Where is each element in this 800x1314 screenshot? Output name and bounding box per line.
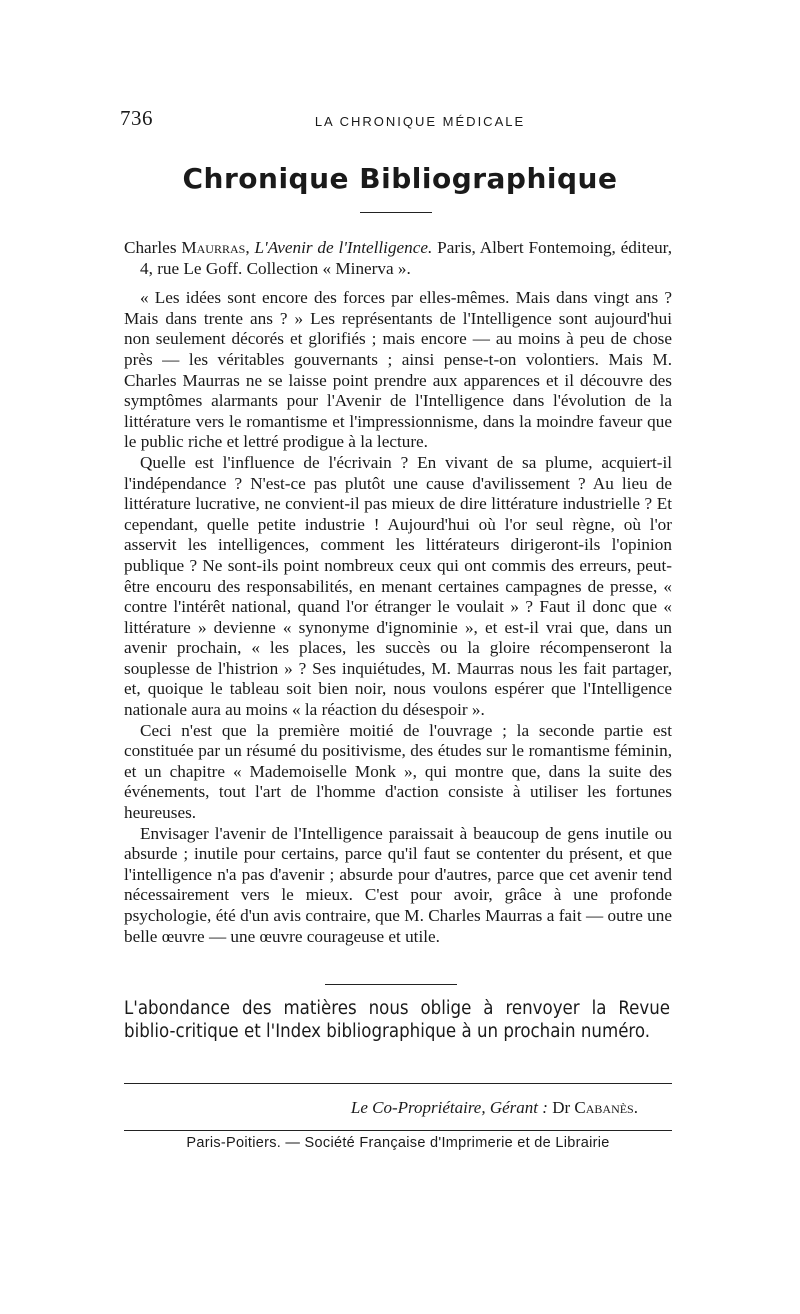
section-divider [325, 984, 457, 985]
review-paragraph: « Les idées sont encore des forces par elles-mêmes. Mais dans vingt ans ? Mais dans trente ans ? » Les représentants de l'Intelligence sont aujourd'hui non seulement décorés et glorifiés ; mais encore — au moins à peu de chose près — les véritables gouvernants ; ainsi pense-t-on volontiers. Mais M. Charles Maurras ne se laisse point prendre aux apparences et il découvre des symptômes alarmants pour l'Avenir de l'Intelligence dans l'évolution de la littérature vers le romantisme et l'impressionnisme, dans la moindre faveur que le public riche et lettré prodigue à la lecture. [124, 288, 672, 452]
journal-name: LA CHRONIQUE MÉDICALE [314, 114, 526, 129]
editorial-notice: L'abondance des matières nous oblige à renvoyer la Revue biblio-critique et l'Index bibliographique à un prochain numéro. [124, 998, 670, 1042]
review-paragraph: Quelle est l'influence de l'écrivain ? En vivant de sa plume, acquiert-il l'indépendance ? N'est-ce pas plutôt une cause d'avilissement ? Au lieu de littérature lucrative, ne convient-il pas mieux de dire littérature industrielle ? Et cependant, quelle petite industrie ! Aujourd'hui où l'or seul règne, où l'or asservit les intelligences, comment les littérateurs dirigeront-ils l'opinion publique ? Ne sont-ils point nombreux ceux qui ont commis des erreurs, peut-être encouru des responsabilités, en menant certaines campagnes de presse, « contre l'intérêt national, quand l'or étranger le voulait » ? Faut il donc que « littérature » devienne « synonyme d'ignominie », et est-il vrai que, dans un avenir prochain, « les places, les succès ou la gloire récompenseront la souplesse de l'histrion » ? Ses inquiétudes, M. Maurras nous les fait partager, et, quoique le tableau soit bien noir, nous voulons espérer que l'Intelligence nationale aura au moins « la réaction du désespoir ». [124, 452, 672, 720]
footer-rule-top [124, 1083, 672, 1084]
book-title: L'Avenir de l'Intelligence. [254, 238, 433, 257]
gerant-line [124, 1098, 638, 1118]
running-head [120, 106, 680, 136]
gerant-label: Le Co-Propriétaire, Gérant : [350, 1098, 548, 1117]
footer-rule-bottom [124, 1130, 672, 1131]
review-paragraph: Envisager l'avenir de l'Intelligence paraissait à beaucoup de gens inutile ou absurde ; inutile pour certains, parce qu'il faut se contenter du présent, et que l'intelligence n'a pas d'avenir ; absurde pour d'autres, parce que cet avenir tend nécessairement vers le mieux. C'est pour avoir, grâce à une profonde psychologie, été d'un avis contraire, que M. Charles Maurras a fait — outre une belle œuvre — une œuvre courageuse et utile. [124, 823, 672, 946]
page-number: 736 [120, 106, 153, 130]
section-title: Chronique Bibliographique [182, 162, 618, 195]
gerant-title: Dr [552, 1098, 571, 1117]
title-divider [360, 212, 432, 213]
bibliographic-reference: Charles Maurras, L'Avenir de l'Intelligence. Paris, Albert Fontemoing, éditeur, 4, rue Le Goff. Collection « Minerva ». [124, 238, 673, 278]
printer-line: Paris-Poitiers. — Société Française d'Imprimerie et de Librairie [186, 1135, 610, 1151]
gerant-name: Cabanès. [574, 1098, 638, 1117]
author-surname: Maurras [181, 238, 246, 257]
review-body [124, 238, 672, 947]
review-paragraph: Ceci n'est que la première moitié de l'ouvrage ; la seconde partie est constituée par un résumé du positivisme, des études sur le romantisme féminin, et un chapitre « Mademoiselle Monk », qui montre que, dans la suite des événements, tout l'art de l'homme d'action consiste à utiliser les fortunes heureuses. [124, 720, 672, 823]
publication-info: Paris, Albert Fontemoing, éditeur, 4, rue Le Goff. Collection « Minerva ». [140, 238, 673, 278]
author-prefix: Charles [124, 238, 177, 257]
